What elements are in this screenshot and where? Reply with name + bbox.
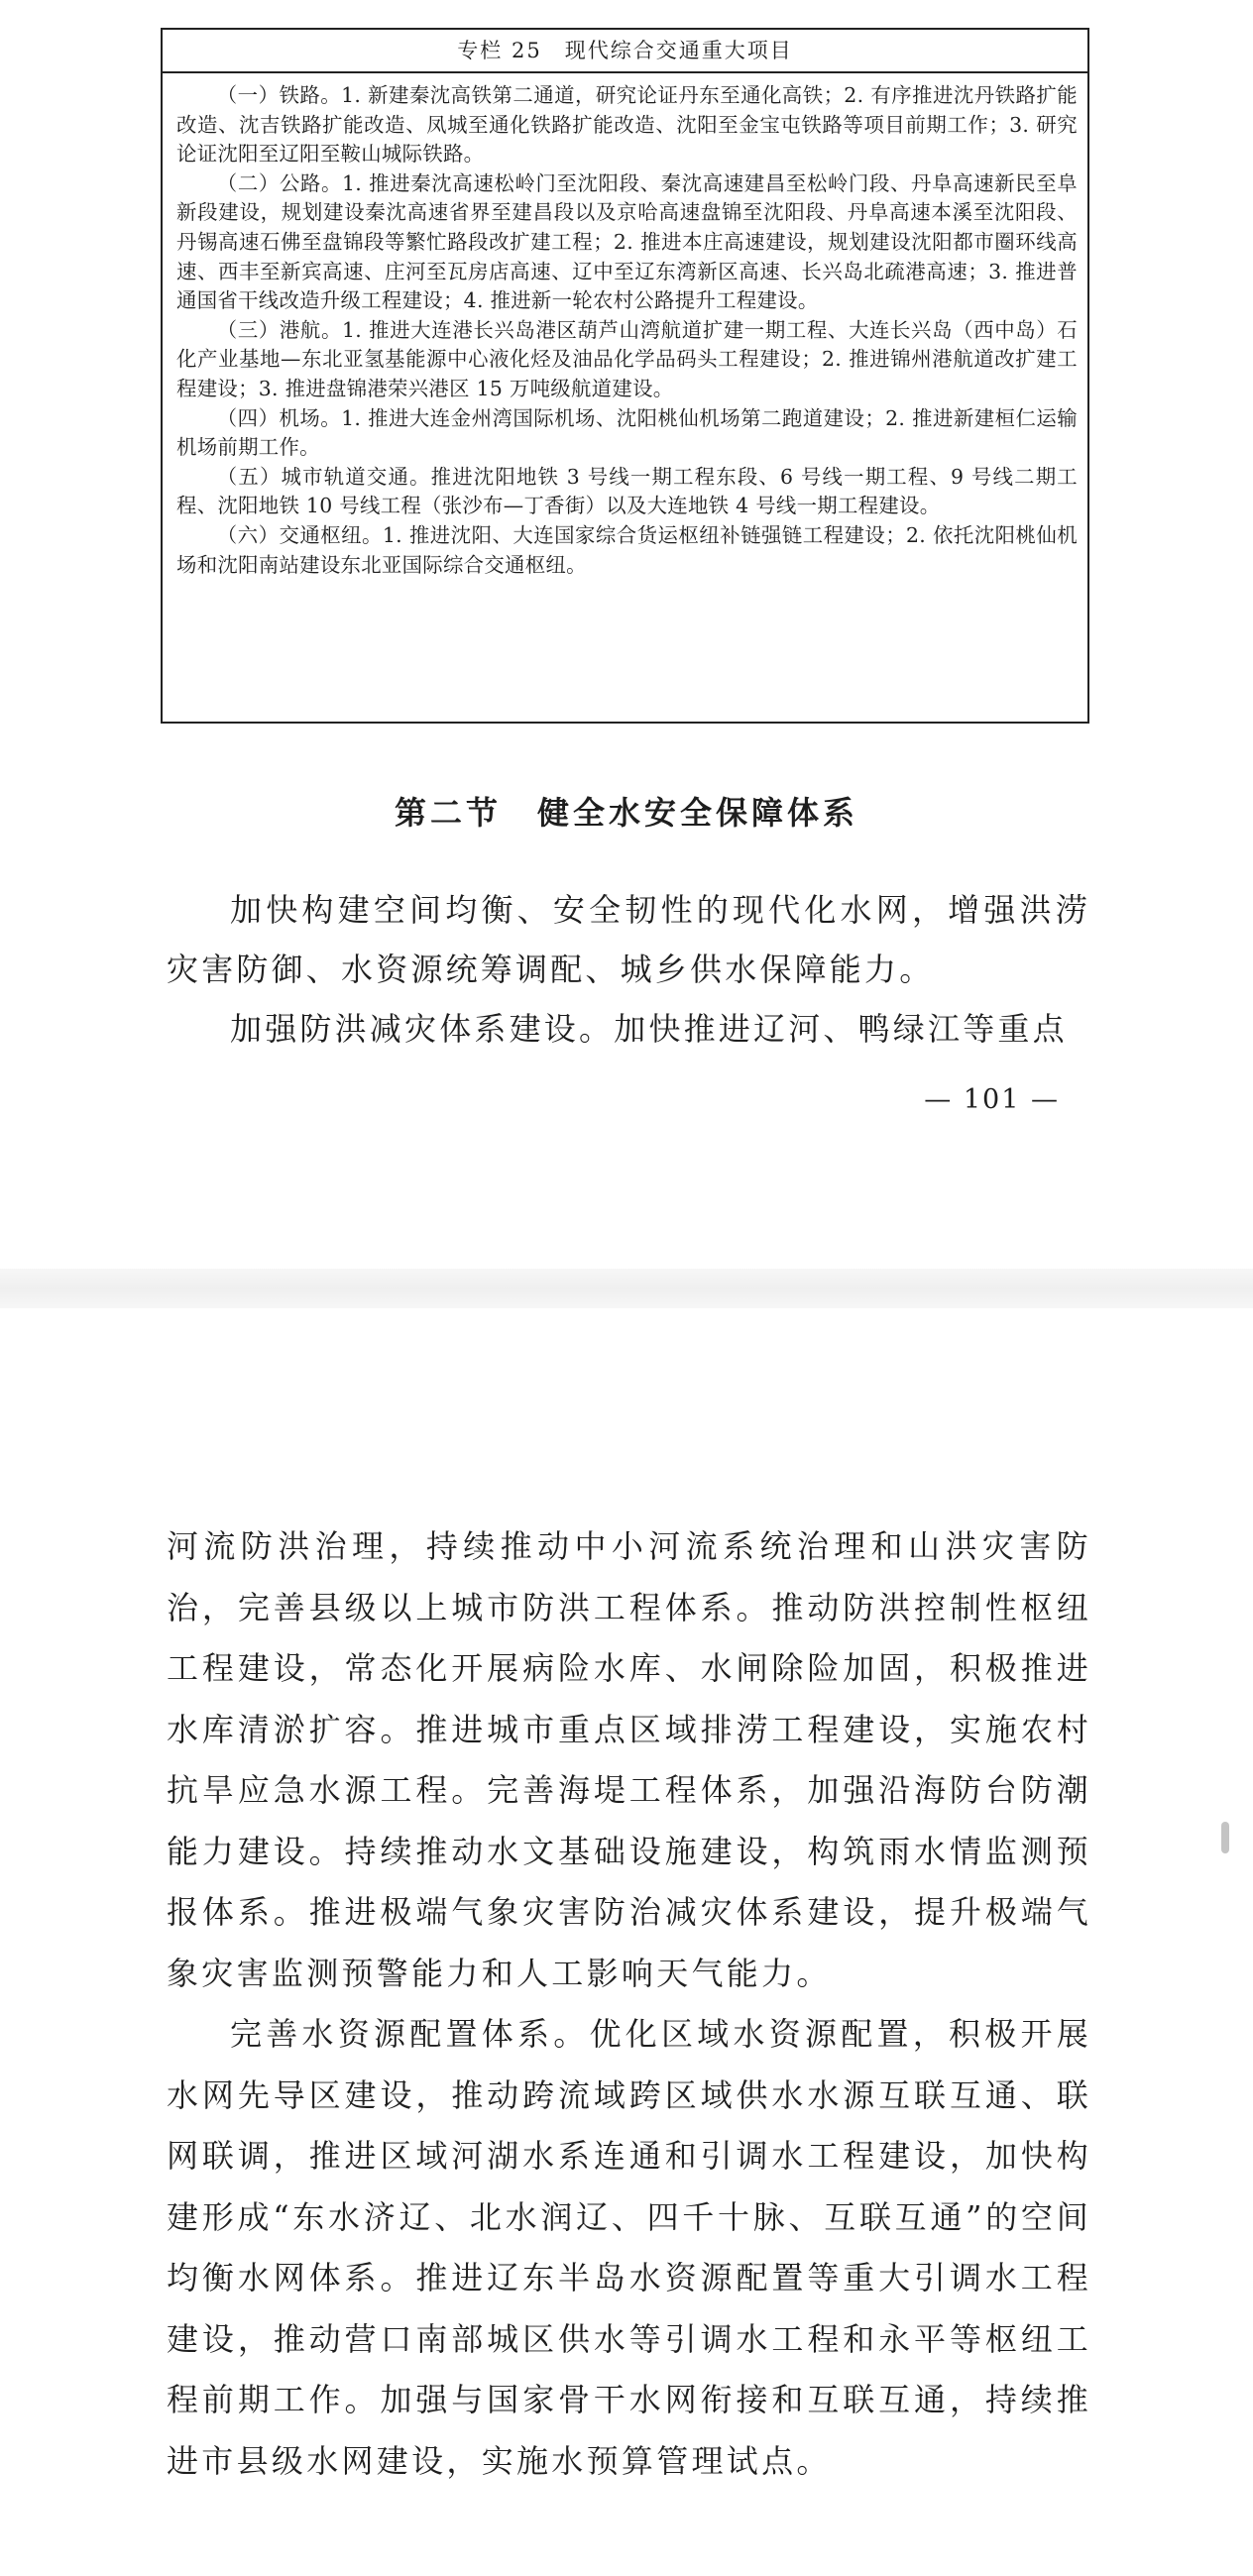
box-paragraph-highway: （二）公路。1. 推进秦沈高速松岭门至沈阳段、秦沈高速建昌至松岭门段、丹阜高速新民至阜新段建设，规划建设秦沈高速省界至建昌段以及京哈高速盘锦至沈阳段、丹阜高速本溪至沈阳段、丹锡高速石佛至盘锦段等繁忙路段改扩建工程；2. 推进本庄高速建设，规划建设沈阳都市圈环线高速、西丰至新宾高速、庄河至瓦房店高速、辽中至辽东湾新区高速、长兴岛北疏港高速；3. 推进普通国省干线改造升级工程建设；4. 推进新一轮农村公路提升工程建设。 xyxy=(176,170,1078,313)
document-page-101 xyxy=(0,0,1253,1269)
section-title: 第二节 健全水安全保障体系 xyxy=(394,794,858,832)
box-paragraph-hub: （六）交通枢纽。1. 推进沈阳、大连国家综合货运枢纽补链强链工程建设；2. 依托沈阳桃仙机场和沈阳南站建设东北亚国际综合交通枢纽。 xyxy=(176,522,1078,577)
box-body xyxy=(163,73,1087,580)
page-separator xyxy=(0,1269,1253,1308)
box-title: 专栏 25 现代综合交通重大项目 xyxy=(163,30,1087,73)
box-paragraph-port: （三）港航。1. 推进大连港长兴岛港区葫芦山湾航道扩建一期工程、大连长兴岛（西中岛）石化产业基地—东北亚氢基能源中心液化烃及油品化学品码头工程建设；2. 推进锦州港航道改扩建工程建设；3. 推进盘锦港荣兴港区 15 万吨级航道建设。 xyxy=(176,317,1078,400)
page-number: — 101 — xyxy=(924,1084,1060,1115)
body-paragraph: 完善水资源配置体系。优化区域水资源配置，积极开展水网先导区建设，推动跨流域跨区域供水水源互联互通、联网联调，推进区域河湖水系连通和引调水工程建设，加快构建形成“东水济辽、北水润辽、四千十脉、互联互通”的空间均衡水网体系。推进辽东半岛水资源配置等重大引调水工程建设，推动营口南部城区供水等引调水工程和永平等枢纽工程前期工作。加强与国家骨干水网衔接和互联互通，持续推进市县级水网建设，实施水预算管理试点。 xyxy=(167,2015,1091,2480)
project-column-box xyxy=(161,28,1089,724)
scrollbar-thumb[interactable] xyxy=(1221,1822,1229,1853)
box-paragraph-urban-rail: （五）城市轨道交通。推进沈阳地铁 3 号线一期工程东段、6 号线一期工程、9 号线二期工程、沈阳地铁 10 号线工程（张沙布—丁香街）以及大连地铁 4 号线一期工程建设。 xyxy=(176,464,1078,518)
box-paragraph-airport: （四）机场。1. 推进大连金州湾国际机场、沈阳桃仙机场第二跑道建设；2. 推进新建桓仁运输机场前期工作。 xyxy=(176,405,1078,460)
body-paragraph: 加快构建空间均衡、安全韧性的现代化水网，增强洪涝灾害防御、水资源统筹调配、城乡供水保障能力。 xyxy=(167,891,1090,988)
body-paragraph: 河流防洪治理，持续推动中小河流系统治理和山洪灾害防治，完善县级以上城市防洪工程体系。推动防洪控制性枢纽工程建设，常态化开展病险水库、水闸除险加固，积极推进水库清淤扩容。推进城市重点区域排涝工程建设，实施农村抗旱应急水源工程。完善海堤工程体系，加强沿海防台防潮能力建设。持续推动水文基础设施建设，构筑雨水情监测预报体系。推进极端气象灾害防治减灾体系建设，提升极端气象灾害监测预警能力和人工影响天气能力。 xyxy=(167,1527,1091,1992)
page1-body xyxy=(167,880,1090,1059)
page2-body xyxy=(167,1516,1091,2492)
box-paragraph-railway: （一）铁路。1. 新建秦沈高铁第二通道，研究论证丹东至通化高铁；2. 有序推进沈丹铁路扩能改造、沈吉铁路扩能改造、凤城至通化铁路扩能改造、沈阳至金宝屯铁路等项目前期工作；3. 研究论证沈阳至辽阳至鞍山城际铁路。 xyxy=(176,83,1078,167)
body-paragraph: 加强防洪减灾体系建设。加快推进辽河、鸭绿江等重点 xyxy=(230,1010,1068,1048)
